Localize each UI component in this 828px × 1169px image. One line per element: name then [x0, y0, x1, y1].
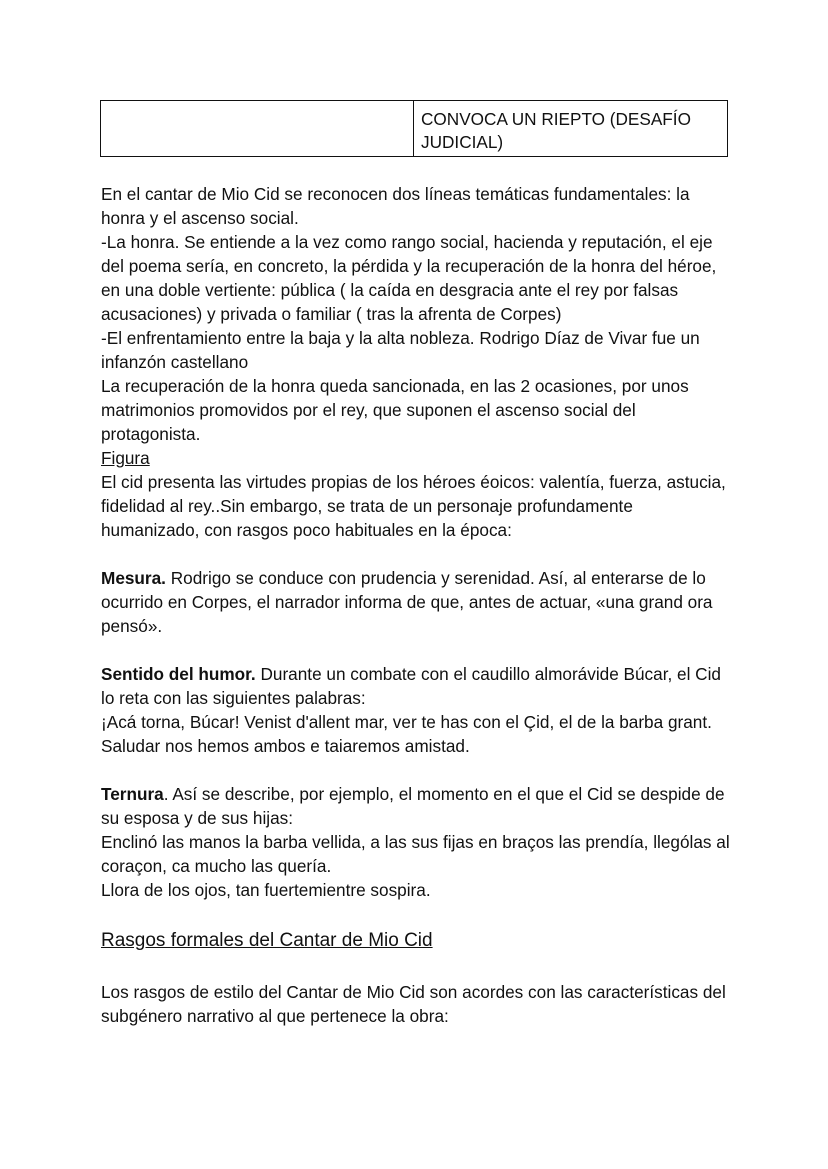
ternura-verse-2: Llora de los ojos, tan fuertemientre sospira.	[101, 880, 431, 900]
table-row-fragment	[100, 100, 728, 157]
mesura-paragraph	[101, 566, 731, 638]
rasgos-heading: Rasgos formales del Cantar de Mio Cid	[101, 930, 433, 951]
figura-paragraph: El cid presenta las virtudes propias de los héroes éoicos: valentía, fuerza, astucia, fidelidad al rey..Sin embargo, se trata de un personaje profundamente humanizado, con rasgos poco habituales en la época:	[101, 472, 726, 540]
figura-heading: Figura	[101, 448, 150, 468]
humor-text: Durante un combate con el caudillo almorávide Búcar, el Cid lo reta con las siguientes palabras:	[101, 664, 721, 708]
humor-paragraph	[101, 662, 731, 710]
honra-paragraph: -La honra. Se entiende a la vez como rango social, hacienda y reputación, el eje del poema sería, en concreto, la pérdida y la recuperación de la honra del héroe, en una doble vertiente: pública ( la caída en desgracia ante el rey por falsas acusaciones) y privada o familiar ( tras la afrenta de Corpes)	[101, 232, 717, 324]
ternura-verse-1: Enclinó las manos la barba vellida, a las sus fijas en braços las prendía, llególas al coraçon, ca mucho las quería.	[101, 832, 730, 876]
humor-verse-1: ¡Acá torna, Búcar! Venist d'allent mar, ver te has con el Çid, el de la barba grant.	[101, 712, 712, 732]
table-row	[101, 101, 728, 157]
table-cell-riepto: CONVOCA UN RIEPTO (DESAFÍO JUDICIAL)	[414, 101, 728, 157]
humor-verse-2: Saludar nos hemos ambos e taiaremos amistad.	[101, 736, 470, 756]
table-cell-empty	[101, 101, 414, 157]
mesura-text: Rodrigo se conduce con prudencia y serenidad. Así, al enterarse de lo ocurrido en Corpes, el narrador informa de que, antes de actuar, «una grand ora pensó».	[101, 568, 713, 636]
rasgos-paragraph: Los rasgos de estilo del Cantar de Mio Cid son acordes con las características del subgénero narrativo al que pertenece la obra:	[101, 982, 726, 1026]
recuperacion-paragraph: La recuperación de la honra queda sancionada, en las 2 ocasiones, por unos matrimonios promovidos por el rey, que suponen el ascenso social del protagonista.	[101, 376, 689, 444]
mesura-label: Mesura.	[101, 568, 166, 588]
humor-label: Sentido del humor.	[101, 664, 256, 684]
document-body	[101, 182, 731, 1028]
ternura-paragraph	[101, 782, 731, 830]
ternura-text: . Así se describe, por ejemplo, el momento en el que el Cid se despide de su esposa y de sus hijas:	[101, 784, 725, 828]
ternura-label: Ternura	[101, 784, 164, 804]
intro-paragraph: En el cantar de Mio Cid se reconocen dos líneas temáticas fundamentales: la honra y el ascenso social.	[101, 184, 690, 228]
nobleza-paragraph: -El enfrentamiento entre la baja y la alta nobleza. Rodrigo Díaz de Vivar fue un infanzón castellano	[101, 328, 700, 372]
